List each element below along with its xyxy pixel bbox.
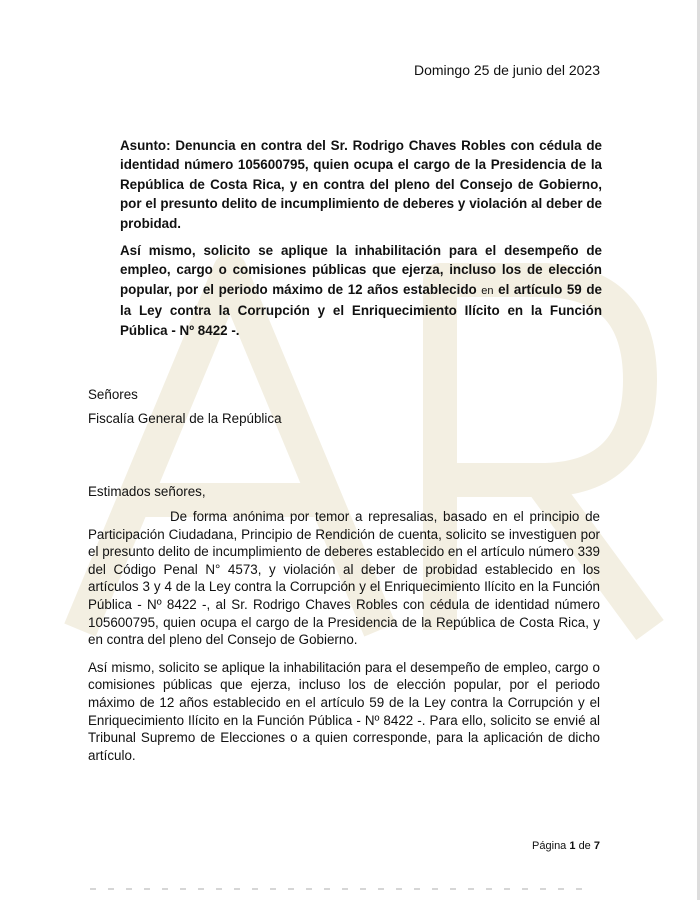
- document-date: Domingo 25 de junio del 2023: [413, 62, 600, 78]
- body-paragraph-1: De forma anónima por temor a represalias, basado en el principio de Participación Ciudadana, Principio de Rendición de cuenta, solicito se investiguen por el presunto delito de incumplimiento de deberes establecido en el artículo número 339 del Código Penal N° 4573, y violación al deber de probidad establecido en los artículos 3 y 4 de la Ley contra la Corrupción y el Enriquecimiento Ilícito en la Función Pública - Nº 8422 -, al Sr. Rodrigo Chaves Robles con cédula de identidad número 105600795, quien ocupa el cargo de la Presidencia de la República de Costa Rica, y en contra del pleno del Consejo de Gobierno.: [88, 509, 600, 648]
- subject-request-paragraph: [120, 241, 602, 340]
- page-total: 7: [593, 840, 600, 852]
- page-label: Página: [532, 840, 567, 852]
- subject-block: [120, 136, 602, 348]
- recipient-line-1: Señores: [88, 387, 138, 402]
- subject-paragraph: Asunto: Denuncia en contra del Sr. Rodrigo Chaves Robles con cédula de identidad número 105600795, quien ocupa el cargo de la Presidencia de la República de Costa Rica, y en contra del pleno del Consejo de Gobierno, por el presunto delito de incumplimiento de deberes y violación al deber de probidad.: [120, 138, 602, 231]
- scan-artifact-line: [90, 888, 590, 890]
- subject-request-text-b: el artículo 59 de la Ley contra la Corrupción y el Enriquecimiento Ilícito en la Función Pública - Nº 8422 -.: [120, 281, 602, 338]
- body-paragraph-2: Así mismo, solicito se aplique la inhabilitación para el desempeño de empleo, cargo o comisiones públicas que ejerza, incluso los de elección popular, por el periodo máximo de 12 años establecido en el artículo 59 de la Ley contra la Corrupción y el Enriquecimiento Ilícito en la Función Pública - Nº 8422 -. Para ello, solicito se envié al Tribunal Supremo de Elecciones o a quien corresponde, para la aplicación de dicho artículo.: [88, 659, 600, 763]
- greeting: Estimados señores,: [88, 484, 206, 499]
- page-number: [532, 840, 600, 852]
- page-current: 1: [569, 840, 576, 852]
- page-of: de: [578, 840, 591, 852]
- recipient-line-2: Fiscalía General de la República: [88, 411, 282, 426]
- subject-request-text-a: Así mismo, solicito se aplique la inhabilitación para el desempeño de empleo, cargo o comisiones públicas que ejerza, incluso los de elección popular, por el periodo máximo de 12 años establecido: [120, 243, 602, 297]
- subject-request-small-word: en: [481, 284, 494, 297]
- body-text: [88, 508, 600, 774]
- recipient-block: [88, 383, 282, 431]
